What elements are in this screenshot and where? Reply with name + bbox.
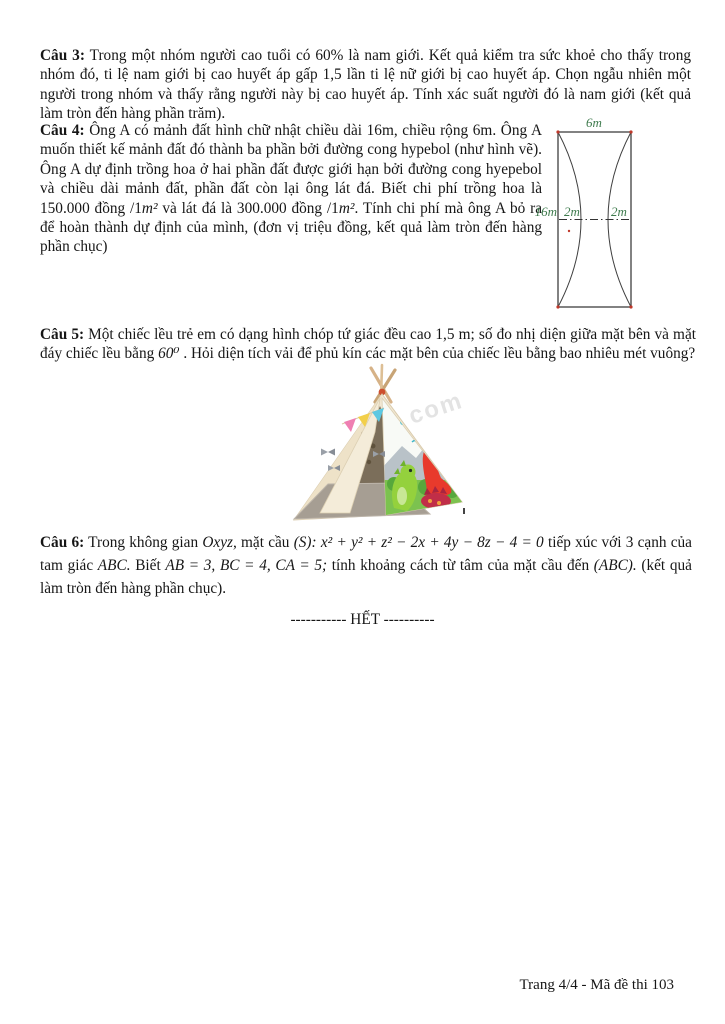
question-5-angle: 60⁰ <box>158 345 180 363</box>
question-6-label: Câu 6: <box>40 534 85 551</box>
question-3-text-2: là nam giới. Kết quả kiểm tra sức khoẻ cho thấy trong nhóm đó, ti lệ nam giới bị cao huyết áp gấp 1,5 lần ti lệ nữ giới bị cao huyết áp. Chọn ngẫu nhiên một người trong nhóm và thấy rằng người này bị cao huyết áp. Tính xác suất người đó là nam giới (kết quả làm tròn đến hàng phần trăm). <box>40 47 691 123</box>
land-figure <box>523 110 693 315</box>
question-6-space: Oxyz, <box>202 534 237 551</box>
question-6-triangle: ABC. <box>97 557 131 574</box>
question-5 <box>40 325 696 364</box>
question-6-text: Trong không gian <box>84 534 203 551</box>
figure-label-2m-right: 2m <box>611 204 627 219</box>
question-4-text: Ông A có mảnh đất hình chữ nhật chiều dài 16m, chiều rộng 6m. Ông A muốn thiết kế mảnh đất đó thành ba phần bởi đường cong hypebol (như hình vẽ). Ông A dự định trồng hoa ở hai phần đất được giới hạn bởi đường cong hyepebol và chiều dài mảnh đất, phần đất còn lại ông lát đá. Biết chi phí trồng hoa là 150.000 đồng /1 <box>40 122 542 217</box>
question-6-sides: AB = 3, BC = 4, CA = 5; <box>165 557 328 574</box>
question-6-text-4: Biết <box>130 557 166 574</box>
question-6-text-5: tính khoảng cách từ tâm của mặt cầu đến <box>327 557 594 574</box>
question-3-text: Trong một nhóm người cao tuổi có <box>84 47 316 64</box>
flag-pink <box>344 418 356 432</box>
question-6 <box>40 531 692 600</box>
question-5-text-2: . Hỏi diện tích vải để phủ kín các mặt bên của chiếc lều bằng bao nhiêu mét vuông? <box>179 345 696 363</box>
question-4-unit-2: m² <box>338 199 355 217</box>
question-6-text-2: mặt cầu <box>236 534 294 551</box>
question-4-label: Câu 4: <box>40 122 85 139</box>
figure-label-16m: 16m <box>534 204 557 219</box>
watermark: com <box>405 386 467 430</box>
question-4-text-3: . Tính chi phí mà ông A bỏ ra để hoàn thành dự định của mình, (đơn vị triệu đồng, kết quả làm tròn đến hàng phần chục) <box>40 199 542 256</box>
question-6-text-6: (kết quả làm tròn đến hàng phần chục). <box>40 557 692 597</box>
figure-label-2m-left: 2m <box>564 204 580 219</box>
question-6-sphere-equation: (S): x² + y² + z² − 2x + 4y − 8z − 4 = 0 <box>293 534 544 551</box>
question-4-text-2: và lát đá là 300.000 đồng /1 <box>157 199 339 217</box>
question-6-plane: (ABC). <box>593 557 637 574</box>
end-marker: ----------- HẾT ---------- <box>290 611 435 628</box>
question-4 <box>40 121 542 257</box>
page-footer: Trang 4/4 - Mã đề thi 103 <box>519 977 674 993</box>
question-4-unit-1: m² <box>141 199 158 217</box>
question-3-label: Câu 3: <box>40 47 85 64</box>
artifact-mark <box>463 508 465 514</box>
question-6-text-3: tiếp xúc với 3 cạnh của tam giác <box>40 534 692 574</box>
question-5-label: Câu 5: <box>40 326 85 343</box>
tent-illustration <box>276 362 480 528</box>
question-3-percent: 60% <box>315 47 344 64</box>
figure-label-6m: 6m <box>586 115 602 130</box>
question-5-text: Một chiếc lều trẻ em có dạng hình chóp tứ giác đều cao 1,5 m; số đo nhị diện giữa mặt bên và mặt đáy chiếc lều bằng <box>40 326 696 363</box>
